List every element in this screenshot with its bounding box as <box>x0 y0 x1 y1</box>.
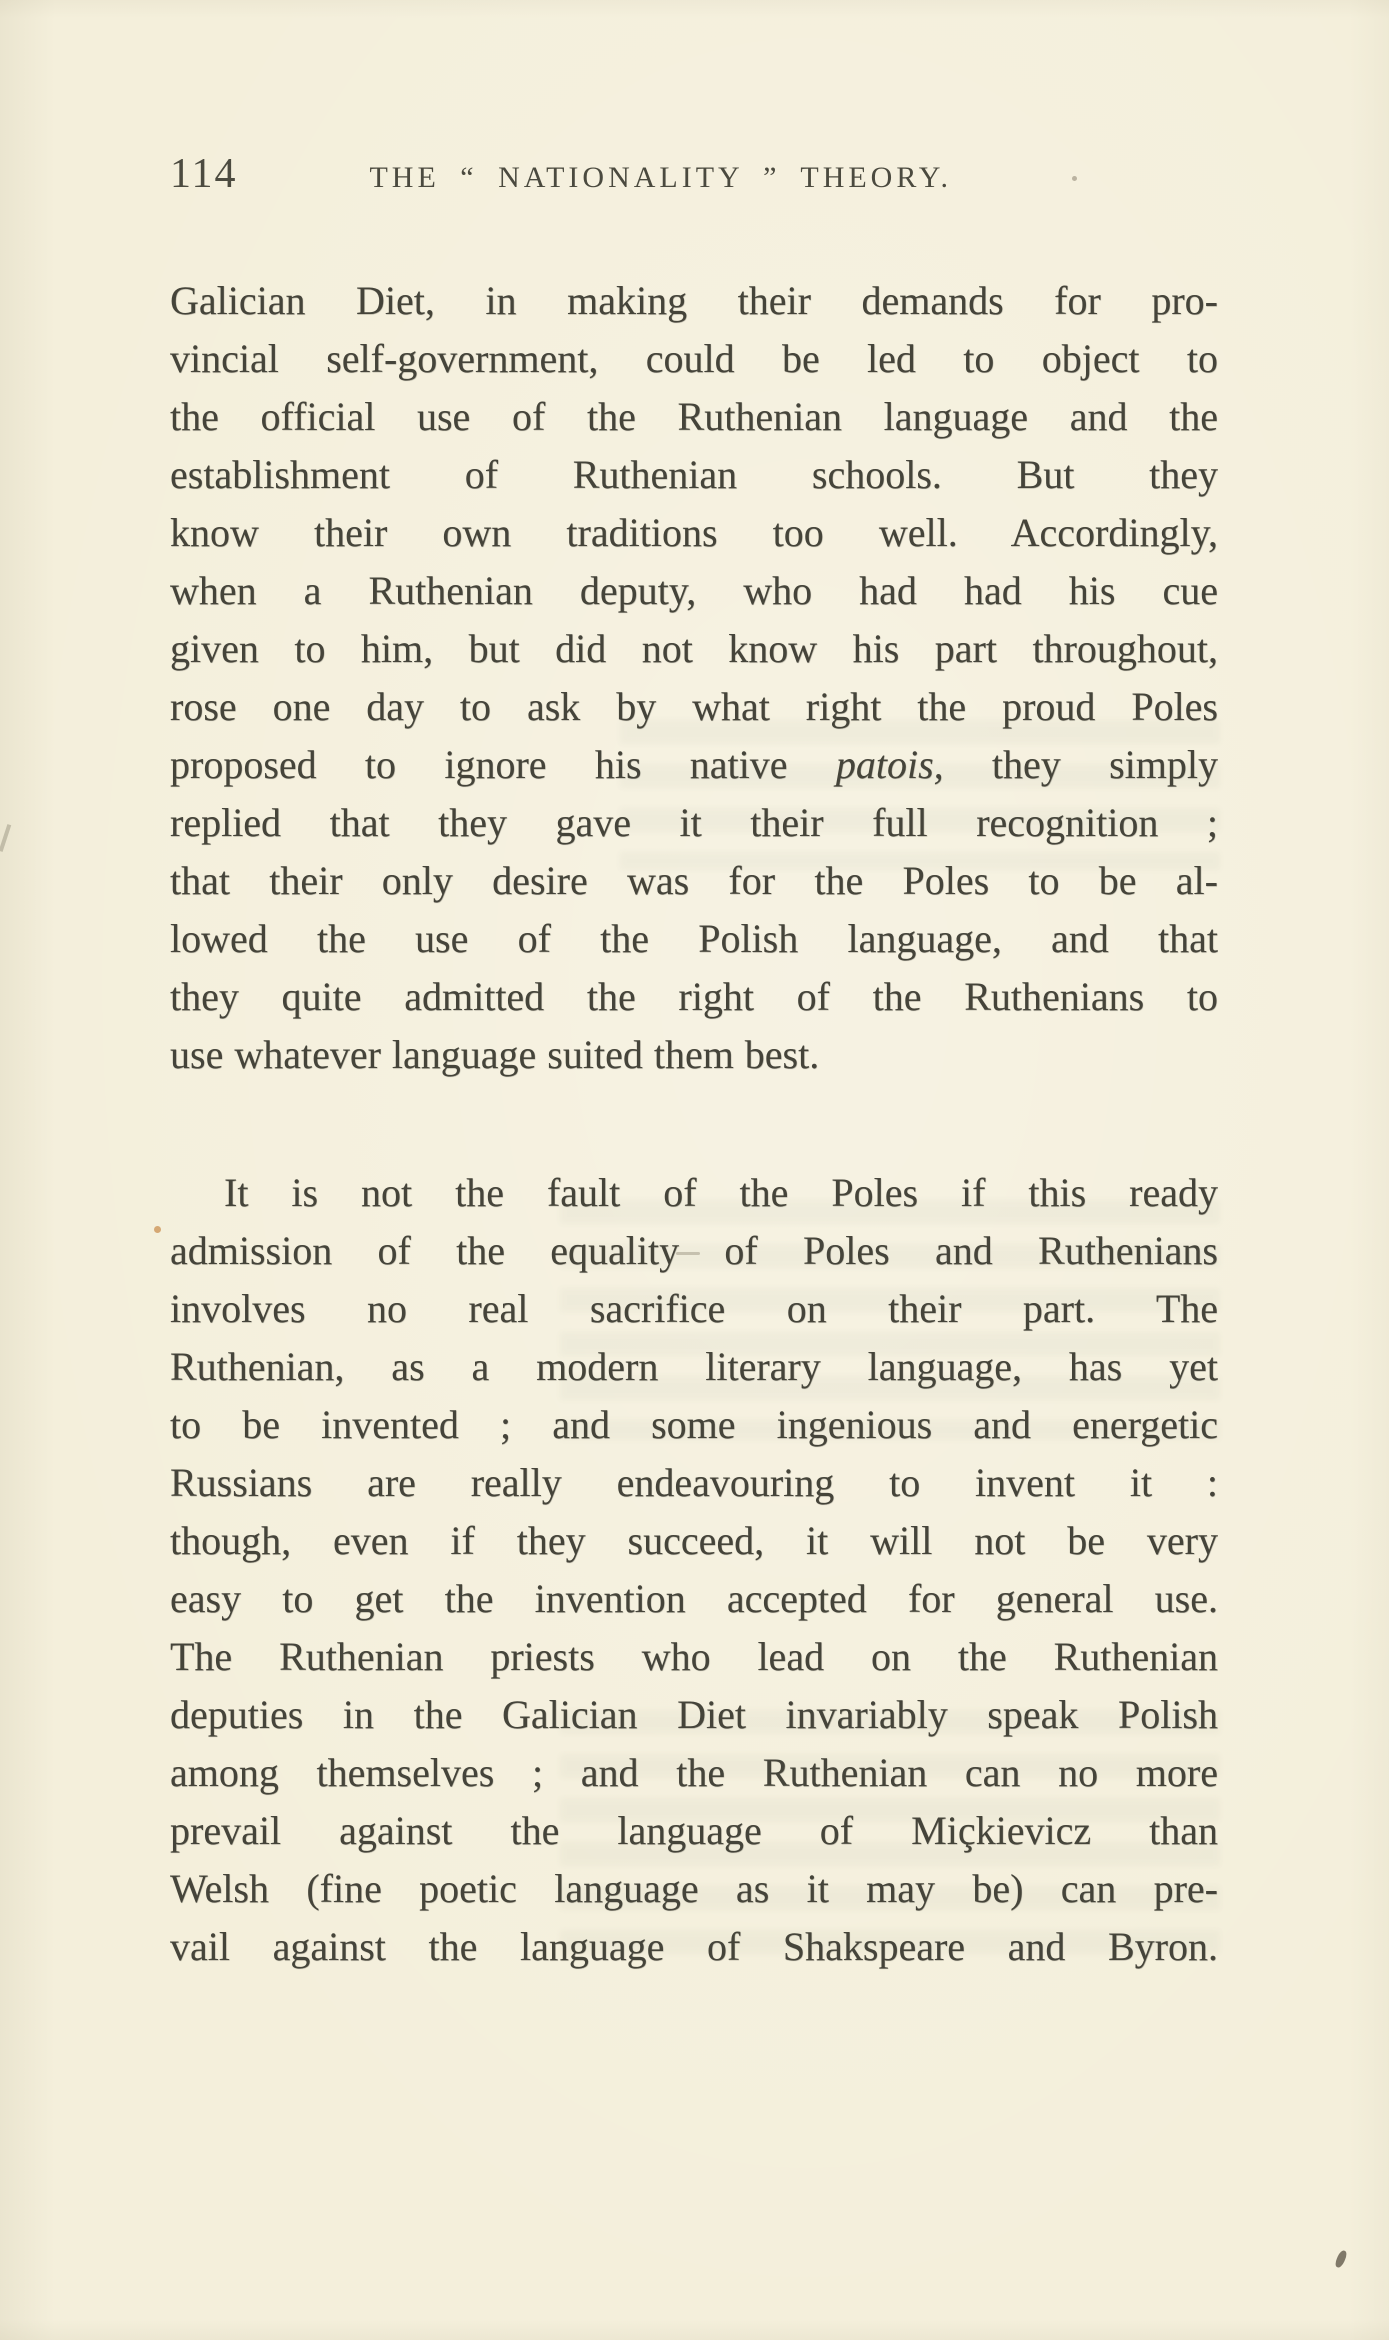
text-line: vincial self-government, could be led to object to <box>170 336 1218 381</box>
text-line: use whatever language suited them best. <box>170 1032 820 1077</box>
text-segment: they simply <box>943 742 1218 787</box>
ink-speck <box>1334 2249 1349 2269</box>
text-line: Ruthenian, as a modern literary language, has yet <box>170 1344 1218 1389</box>
text-line: to be invented ; and some ingenious and energetic <box>170 1402 1218 1447</box>
text-line: though, even if they succeed, it will not be very <box>170 1518 1218 1563</box>
text-line: deputies in the Galician Diet invariably speak Polish <box>170 1692 1218 1737</box>
text-block <box>170 0 1218 1976</box>
page-number: 114 <box>170 151 238 197</box>
text-line: that their only desire was for the Poles to be al- <box>170 858 1218 903</box>
text-line: admission of the equality of Poles and Ruthenians <box>170 1228 1218 1273</box>
text-line: replied that they gave it their full recognition ; <box>170 800 1218 845</box>
edge-mark <box>0 824 11 852</box>
text-line: Welsh (fine poetic language as it may be) can pre- <box>170 1866 1218 1911</box>
text-line: given to him, but did not know his part throughout, <box>170 626 1218 671</box>
italic-word-patois: patois, <box>835 742 944 787</box>
paragraph-2 <box>170 1164 1218 1976</box>
paragraph-1 <box>170 272 1218 1084</box>
foxing-spot <box>154 1226 161 1233</box>
text-line-patois <box>170 736 1218 794</box>
text-line: the official use of the Ruthenian language and the <box>170 394 1218 439</box>
text-line: they quite admitted the right of the Ruthenians to <box>170 974 1218 1019</box>
text-line: know their own traditions too well. Accordingly, <box>170 510 1218 555</box>
text-line: Galician Diet, in making their demands for pro- <box>170 278 1218 323</box>
text-line: It is not the fault of the Poles if this ready <box>224 1170 1218 1215</box>
text-line: prevail against the language of Miçkievicz than <box>170 1808 1218 1853</box>
text-line: establishment of Ruthenian schools. But they <box>170 452 1218 497</box>
text-line: among themselves ; and the Ruthenian can no more <box>170 1750 1218 1795</box>
text-line: lowed the use of the Polish language, and that <box>170 916 1218 961</box>
text-line: vail against the language of Shakspeare and Byron. <box>170 1924 1218 1969</box>
running-title: THE “ NATIONALITY ” THEORY. <box>369 161 952 194</box>
text-line: rose one day to ask by what right the proud Poles <box>170 684 1218 729</box>
text-line: Russians are really endeavouring to invent it : <box>170 1460 1218 1505</box>
text-line: The Ruthenian priests who lead on the Ruthenian <box>170 1634 1218 1679</box>
text-segment: proposed to ignore his native <box>170 742 836 787</box>
page-header <box>170 150 1218 198</box>
text-line: involves no real sacrifice on their part. The <box>170 1286 1218 1331</box>
text-line: when a Ruthenian deputy, who had had his cue <box>170 568 1218 613</box>
text-line: easy to get the invention accepted for general use. <box>170 1576 1218 1621</box>
